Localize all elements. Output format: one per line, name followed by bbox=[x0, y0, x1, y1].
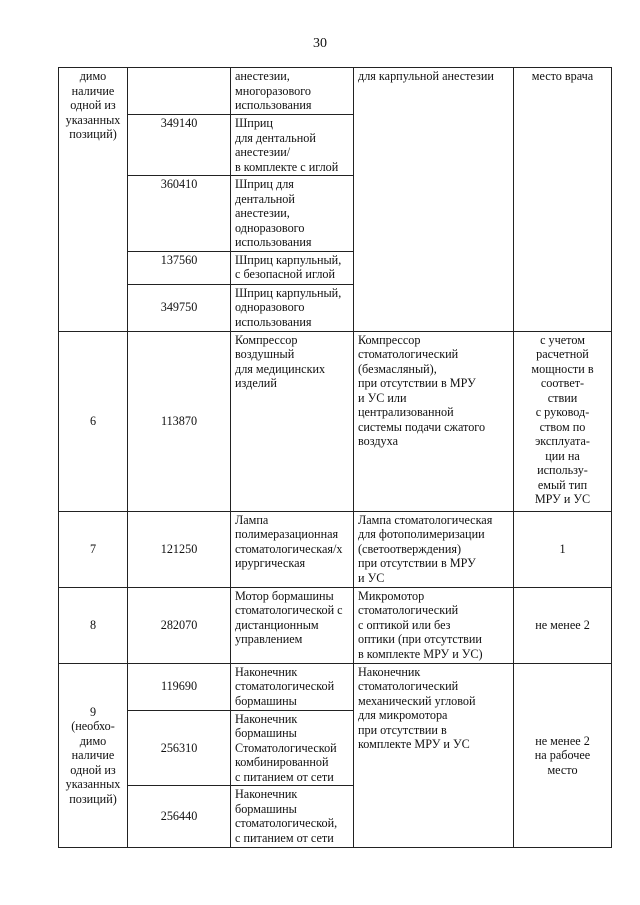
row-number-cell: 9 (необхо- димо наличие одной из указанных позиций) bbox=[59, 663, 128, 848]
quantity-cell: не менее 2 на рабочее место bbox=[514, 663, 612, 848]
table-row bbox=[59, 511, 612, 587]
requirement-cell: Наконечник стоматологический механический угловой для микромотора при отсутствии в комплекте МРУ и УС bbox=[354, 663, 514, 848]
code-cell: 349750 bbox=[128, 284, 231, 331]
item-name-cell: Шприц карпульный, с безопасной иглой bbox=[231, 251, 354, 284]
requirement-cell: для карпульной анестезии bbox=[354, 68, 514, 332]
item-name-cell: Лампа полимеразационная стоматологическая/х ирургическая bbox=[231, 511, 354, 587]
code-cell: 121250 bbox=[128, 511, 231, 587]
quantity-cell: не менее 2 bbox=[514, 587, 612, 663]
requirement-cell: Микромотор стоматологический с оптикой или без оптики (при отсутствии в комплекте МРУ и УС) bbox=[354, 587, 514, 663]
item-name-cell: анестезии, многоразового использования bbox=[231, 68, 354, 115]
code-cell: 113870 bbox=[128, 331, 231, 511]
item-name-cell: Наконечник стоматологической бормашины bbox=[231, 663, 354, 710]
item-name-cell: Шприц карпульный, одноразового использования bbox=[231, 284, 354, 331]
item-name-cell: Шприц для дентальной анестезии/ в комплекте с иглой bbox=[231, 115, 354, 176]
code-cell bbox=[128, 68, 231, 115]
code-cell: 282070 bbox=[128, 587, 231, 663]
code-cell: 256440 bbox=[128, 786, 231, 848]
item-name-cell: Наконечник бормашины Стоматологической комбинированной с питанием от сети bbox=[231, 710, 354, 786]
item-name-cell: Шприц для дентальной анестезии, одноразового использования bbox=[231, 176, 354, 252]
quantity-cell: место врача bbox=[514, 68, 612, 332]
table-row bbox=[59, 587, 612, 663]
row-number-cell: 6 bbox=[59, 331, 128, 511]
code-cell: 256310 bbox=[128, 710, 231, 786]
table-row bbox=[59, 663, 612, 710]
requirement-cell: Лампа стоматологическая для фотополимеризации (светоотверждения) при отсутствии в МРУ и УС bbox=[354, 511, 514, 587]
code-cell: 360410 bbox=[128, 176, 231, 252]
table-row bbox=[59, 68, 612, 115]
code-cell: 119690 bbox=[128, 663, 231, 710]
code-cell: 349140 bbox=[128, 115, 231, 176]
row-number-cell: 7 bbox=[59, 511, 128, 587]
item-name-cell: Наконечник бормашины стоматологической, с питанием от сети bbox=[231, 786, 354, 848]
position-note-cell: димо наличие одной из указанных позиций) bbox=[59, 68, 128, 332]
table-row bbox=[59, 331, 612, 511]
quantity-cell: 1 bbox=[514, 511, 612, 587]
code-cell: 137560 bbox=[128, 251, 231, 284]
equipment-table bbox=[58, 67, 612, 848]
page-number: 30 bbox=[313, 36, 327, 51]
item-name-cell: Мотор бормашины стоматологической с дистанционным управлением bbox=[231, 587, 354, 663]
item-name-cell: Компрессор воздушный для медицинских изделий bbox=[231, 331, 354, 511]
quantity-cell: с учетом расчетной мощности в соответ- ствии с руковод- ством по эксплуата- ции на использу- емый тип МРУ и УС bbox=[514, 331, 612, 511]
row-number-cell: 8 bbox=[59, 587, 128, 663]
requirement-cell: Компрессор стоматологический (безмасляный), при отсутствии в МРУ и УС или централизованной системы подачи сжатого воздуха bbox=[354, 331, 514, 511]
